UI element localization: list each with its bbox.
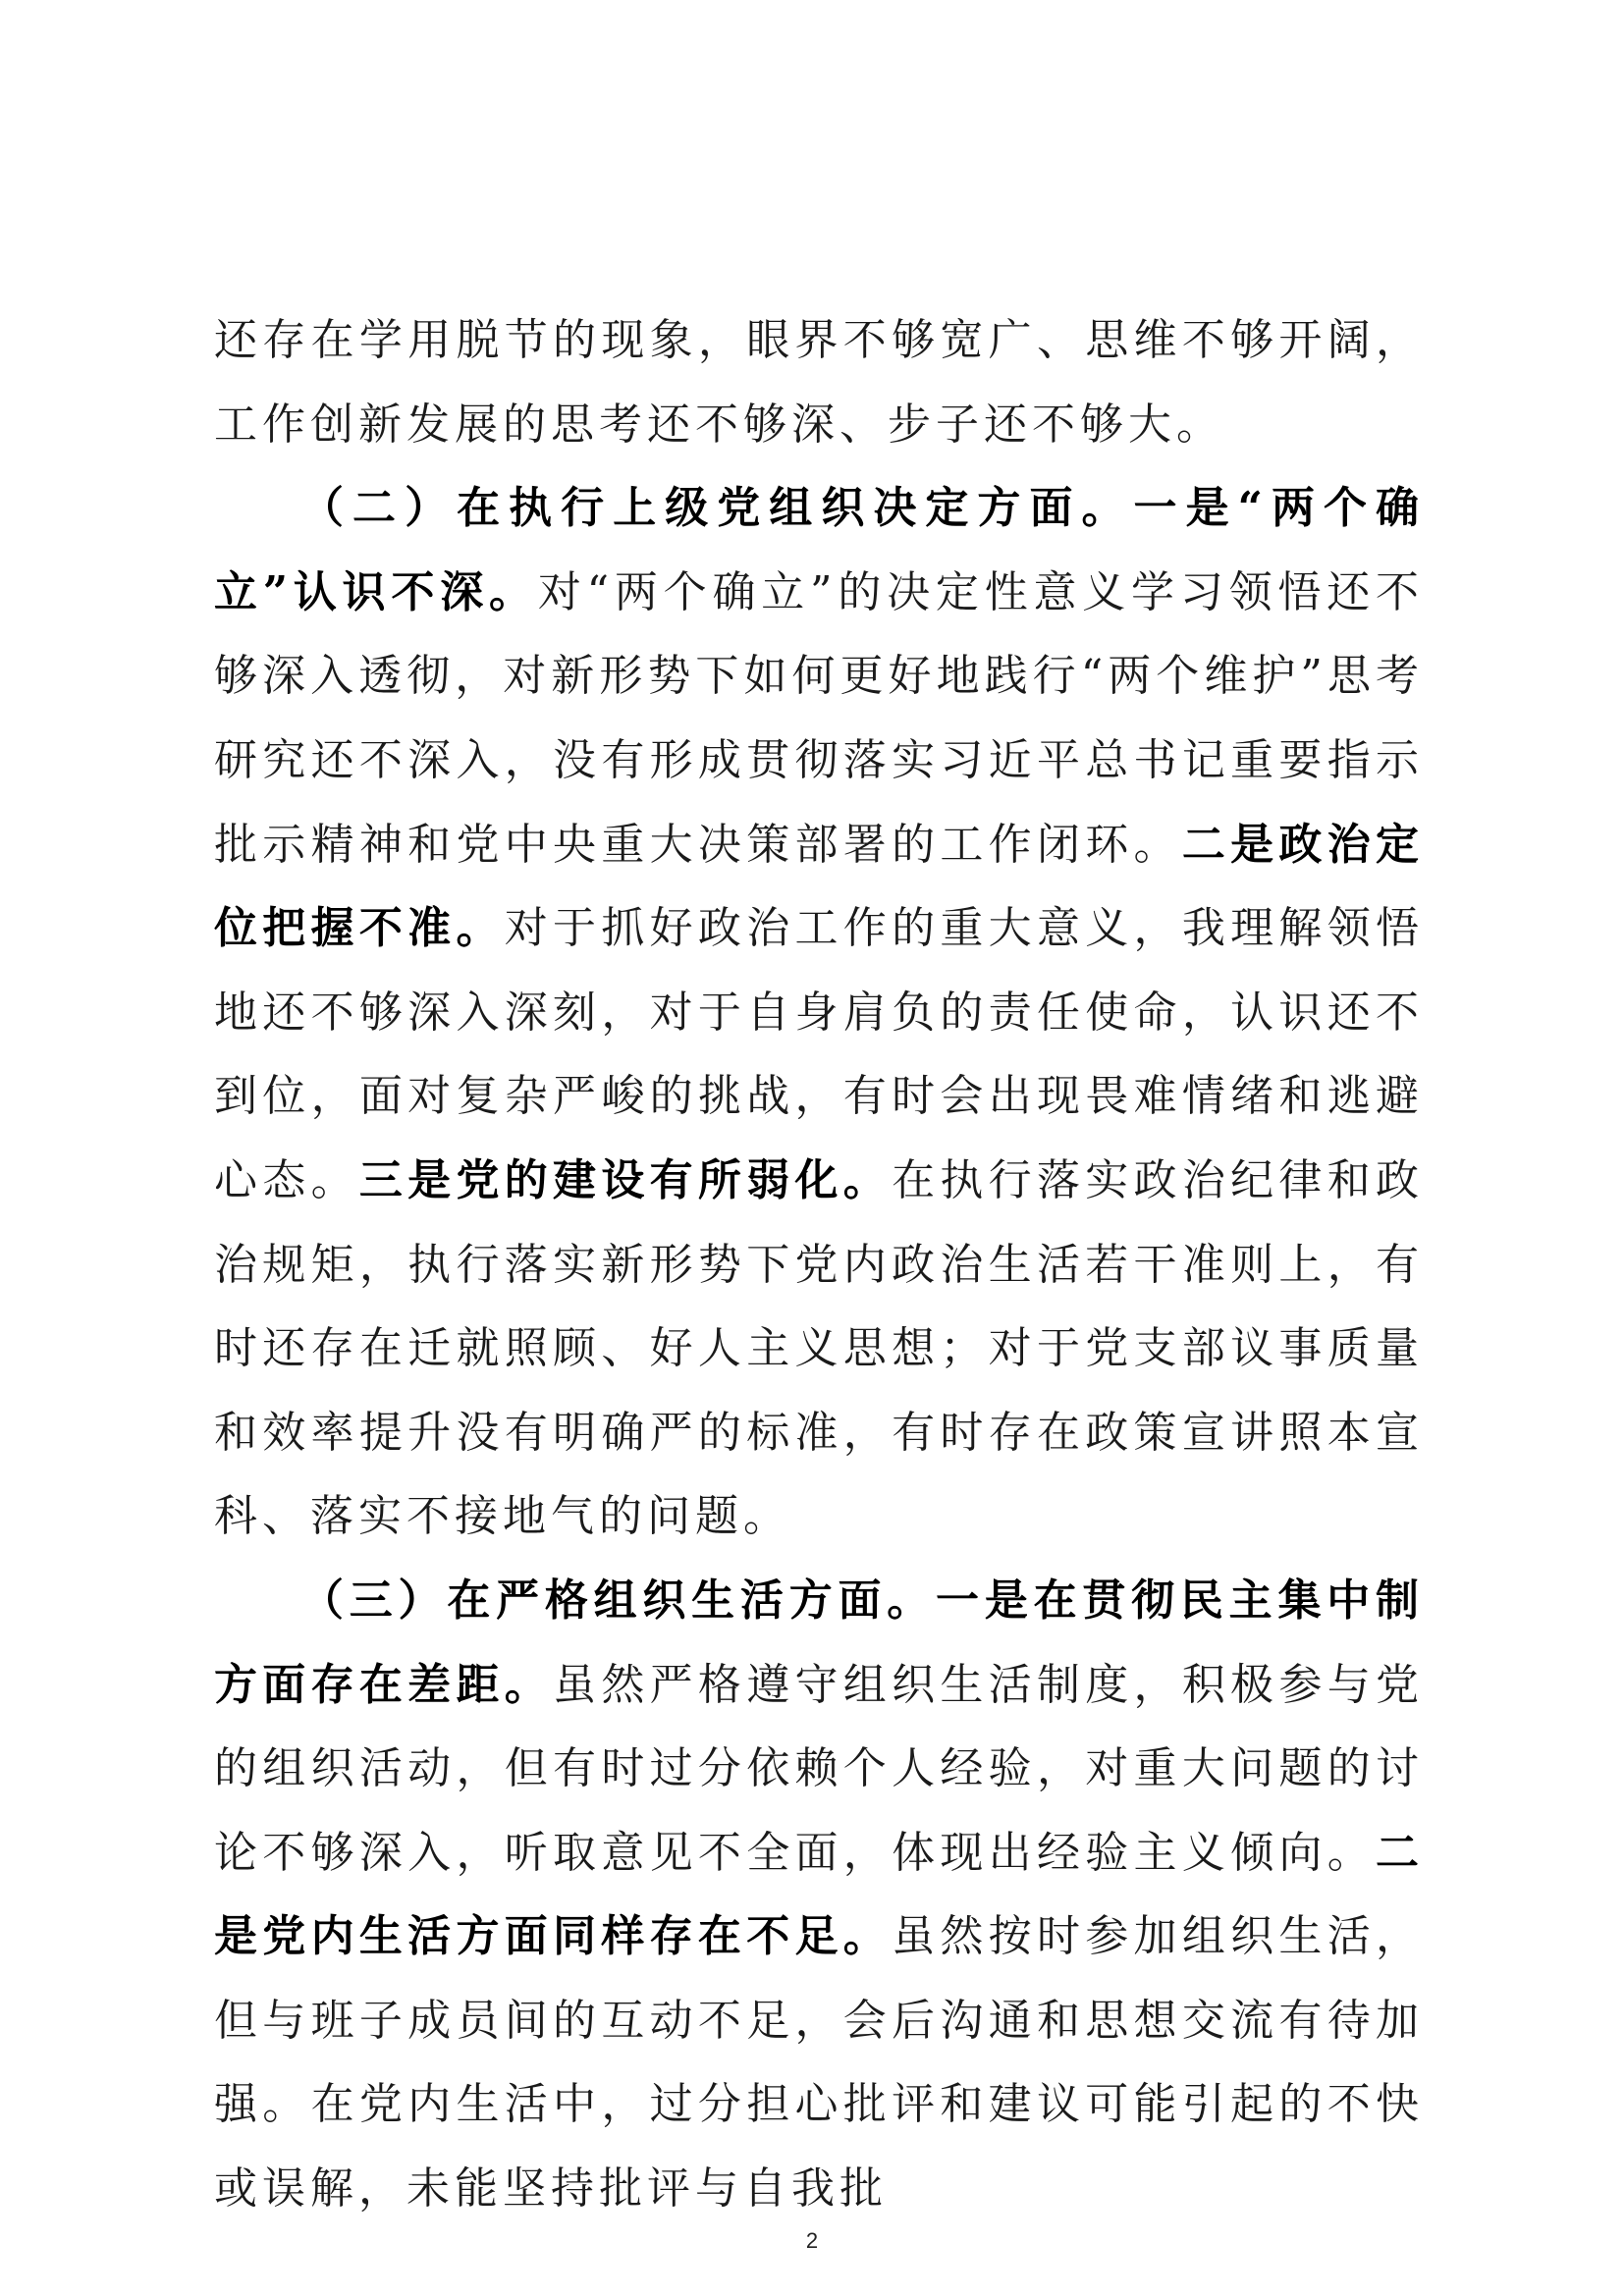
- text-run: 还存在学用脱节的现象，眼界不够宽广、思维不够开阔，工作创新发展的思考还不够深、步子还不够大。: [214, 315, 1424, 450]
- section-heading: （二）在执行上级党组织决定方面。: [300, 483, 1134, 534]
- paragraph-section-3: [214, 1559, 1424, 2231]
- body-text: [214, 298, 1424, 2231]
- paragraph-continuation: [214, 298, 1424, 466]
- page-number: 2: [805, 2228, 819, 2253]
- section-heading: （三）在严格组织生活方面。: [300, 1575, 937, 1626]
- text-run: 虽然严格遵守组织生活制度，积极参与党的组织活动，但有时过分依赖个人经验，对重大问题的讨论不够深入，听取意见不全面，体现出经验主义倾向。: [214, 1659, 1425, 1878]
- paragraph-section-2: [214, 466, 1424, 1559]
- text-run: 虽然按时参加组织生活，但与班子成员间的互动不足，会后沟通和思想交流有待加强。在党内生活中，过分担心批评和建议可能引起的不快或误解，未能坚持批评与自我批: [214, 1911, 1425, 2215]
- point-heading: 二是党内生活方面同样存在不足。: [214, 1827, 1424, 1962]
- text-run: 对于抓好政治工作的重大意义，我理解领悟地还不够深入深刻，对于自身肩负的责任使命，认识还不到位，面对复杂严峻的挑战，有时会出现畏难情绪和逃避心态。: [214, 903, 1424, 1205]
- point-heading: 一是在贯彻民主集中制方面存在差距。: [214, 1575, 1425, 1710]
- point-heading: 二是政治定位把握不准。: [214, 819, 1425, 954]
- text-run: 在执行落实政治纪律和政治规矩，执行落实新形势下党内政治生活若干准则上，有时还存在迁就照顾、好人主义思想；对于党支部议事质量和效率提升没有明确严的标准，有时存在政策宣讲照本宣科、落实不接地气的问题。: [214, 1154, 1425, 1542]
- point-heading: 一是“两个确立”认识不深。: [214, 483, 1425, 617]
- text-run: 对“两个确立”的决定性意义学习领悟还不够深入透彻，对新形势下如何更好地践行“两个维护”思考研究还不深入，没有形成贯彻落实习近平总书记重要指示批示精神和党中央重大决策部署的工作闭环。: [214, 566, 1424, 870]
- point-heading: 三是党的建设有所弱化。: [358, 1154, 893, 1205]
